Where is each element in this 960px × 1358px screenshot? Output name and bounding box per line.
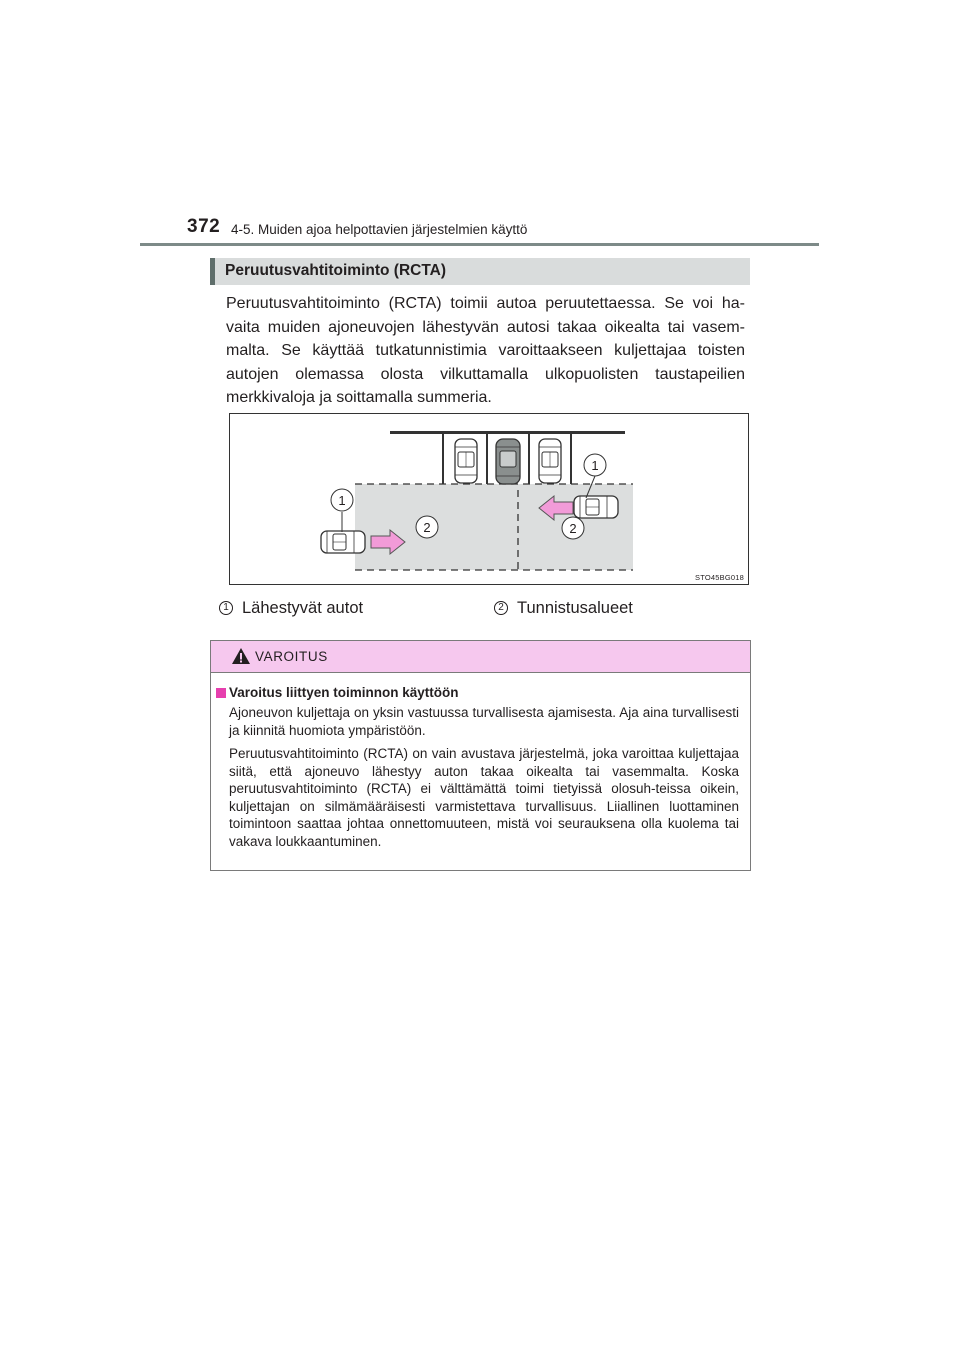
- warning-box: [210, 640, 751, 871]
- rcta-diagram: [229, 413, 749, 585]
- warning-header: [211, 641, 750, 673]
- header-divider: [140, 243, 819, 246]
- page-number: 372: [187, 216, 221, 237]
- svg-text:1: 1: [338, 493, 346, 508]
- callout-2-right: [562, 517, 584, 539]
- parking-scene-illustration: [230, 414, 748, 584]
- legend-text-2: Tunnistusalueet: [517, 599, 633, 617]
- warning-item-title: Varoitus liittyen toiminnon käyttöön: [229, 685, 459, 700]
- warning-title: VAROITUS: [255, 649, 328, 664]
- legend-number-2: 2: [494, 601, 508, 615]
- callout-1-right: [584, 454, 606, 476]
- legend-number-1: 1: [219, 601, 233, 615]
- legend-text-1: Lähestyvät autot: [242, 599, 364, 617]
- approaching-car-right: [574, 496, 618, 518]
- chapter-title: 4-5. Muiden ajoa helpottavien järjestelmien käyttö: [231, 222, 528, 237]
- approaching-car-left: [321, 531, 365, 553]
- warning-paragraph-1: Ajoneuvon kuljettaja on yksin vastuussa turvallisesta ajamisesta. Aja aina turvallisesti ja kiinnitä huomiota ympäristöön.: [229, 705, 739, 738]
- parked-car: [539, 439, 561, 483]
- callout-2-left: [416, 516, 438, 538]
- warning-bullet-square: [216, 688, 226, 698]
- own-car: [496, 439, 520, 484]
- section-heading: [210, 258, 750, 285]
- intro-paragraph: Peruutusvahtitoiminto (RCTA) toimii autoa peruutettaessa. Se voi ha-vaita muiden ajoneuvojen lähestyvän autosi takaa oikealta tai vasem-malta. Se käyttää tutkatunnistimia varoittaakseen kuljettajaa toisten autojen olemassa olosta vilkuttamalla ulkopuolisten taustapeilien merkkivaloja ja soittamalla summeria.: [226, 295, 745, 406]
- svg-text:2: 2: [423, 520, 431, 535]
- figure-code: STO45BG018: [695, 573, 744, 582]
- warning-triangle-icon: [231, 647, 251, 665]
- section-title: Peruutusvahtitoiminto (RCTA): [225, 262, 447, 279]
- section-accent-bar: [210, 258, 215, 285]
- svg-text:2: 2: [569, 521, 577, 536]
- warning-paragraph-2: Peruutusvahtitoiminto (RCTA) on vain avustava järjestelmä, joka varoittaa kuljettajaa siitä, että ajoneuvo lähestyy auton takaa oikealta tai vasemmalta. Koska peruutusvahtitoiminto (RCTA) ei välttämättä toimi tietyissä olosuh-teissa oikein, kuljettajan on silmämääräisesti varmistettava turvallisuus. Liiallinen luottaminen toimintoon saattaa johtaa onnettomuuteen, mistä voi seurauksena olla kuolema tai vakava loukkaantuminen.: [229, 746, 739, 849]
- parked-car: [455, 439, 477, 483]
- svg-text:1: 1: [591, 458, 599, 473]
- callout-1-left: [331, 489, 353, 511]
